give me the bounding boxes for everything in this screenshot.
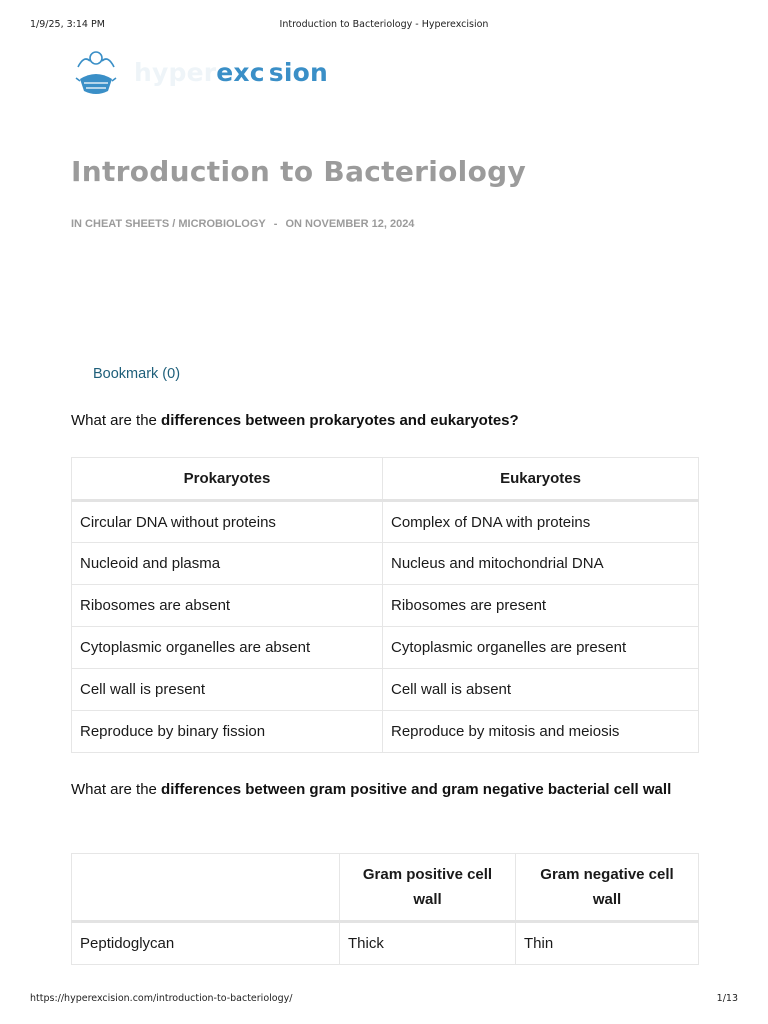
masked-person-icon — [74, 45, 128, 99]
table-cell: Peptidoglycan — [72, 922, 340, 965]
print-page-number: 1/13 — [716, 993, 738, 1004]
bookmark-button[interactable]: Bookmark (0) — [93, 366, 181, 382]
table-header-row — [72, 458, 699, 501]
table-cell: Ribosomes are present — [383, 585, 699, 627]
meta-separator: - — [273, 218, 278, 230]
post-meta — [71, 218, 414, 230]
post-date: ON NOVEMBER 12, 2024 — [285, 218, 415, 230]
site-logo[interactable] — [74, 44, 328, 100]
table-cell: Cell wall is absent — [383, 669, 699, 711]
table-row — [72, 627, 699, 669]
table-cell: Cytoplasmic organelles are absent — [72, 627, 383, 669]
table-cell: Cell wall is present — [72, 669, 383, 711]
table-row — [72, 543, 699, 585]
table-cell: Thin — [516, 922, 699, 965]
table-header-cell — [72, 854, 340, 922]
table-cell: Reproduce by mitosis and meiosis — [383, 711, 699, 753]
logo-text: hyperexc sion — [134, 57, 329, 87]
post-category-link[interactable]: IN CHEAT SHEETS / MICROBIOLOGY — [71, 218, 266, 230]
table-header-row — [72, 854, 699, 922]
table-row — [72, 669, 699, 711]
table-cell: Thick — [340, 922, 516, 965]
question-prokaryotes-eukaryotes: What are the differences between prokaryotes and eukaryotes? — [71, 412, 519, 429]
table-cell: Cytoplasmic organelles are present — [383, 627, 699, 669]
table-cell: Complex of DNA with proteins — [383, 501, 699, 543]
table-cell: Nucleoid and plasma — [72, 543, 383, 585]
table-cell: Circular DNA without proteins — [72, 501, 383, 543]
table-row — [72, 501, 699, 543]
question-gram-cell-wall: What are the differences between gram positive and gram negative bacterial cell wall — [71, 781, 672, 798]
print-datetime: 1/9/25, 3:14 PM — [30, 19, 105, 30]
table-cell: Ribosomes are absent — [72, 585, 383, 627]
gram-cell-wall-table — [71, 853, 699, 965]
table-cell: Nucleus and mitochondrial DNA — [383, 543, 699, 585]
page-title: Introduction to Bacteriology — [71, 155, 527, 188]
table-header-cell: Prokaryotes — [72, 458, 383, 501]
table-row — [72, 711, 699, 753]
print-url: https://hyperexcision.com/introduction-to-bacteriology/ — [30, 993, 293, 1004]
table-header-cell: Gram negative cell wall — [516, 854, 699, 922]
print-header — [0, 19, 768, 33]
table-header-cell: Eukaryotes — [383, 458, 699, 501]
table-row — [72, 922, 699, 965]
table-cell: Reproduce by binary fission — [72, 711, 383, 753]
prokaryotes-eukaryotes-table — [71, 457, 699, 753]
print-page-title: Introduction to Bacteriology - Hyperexcision — [279, 19, 489, 30]
table-header-cell: Gram positive cell wall — [340, 854, 516, 922]
table-row — [72, 585, 699, 627]
